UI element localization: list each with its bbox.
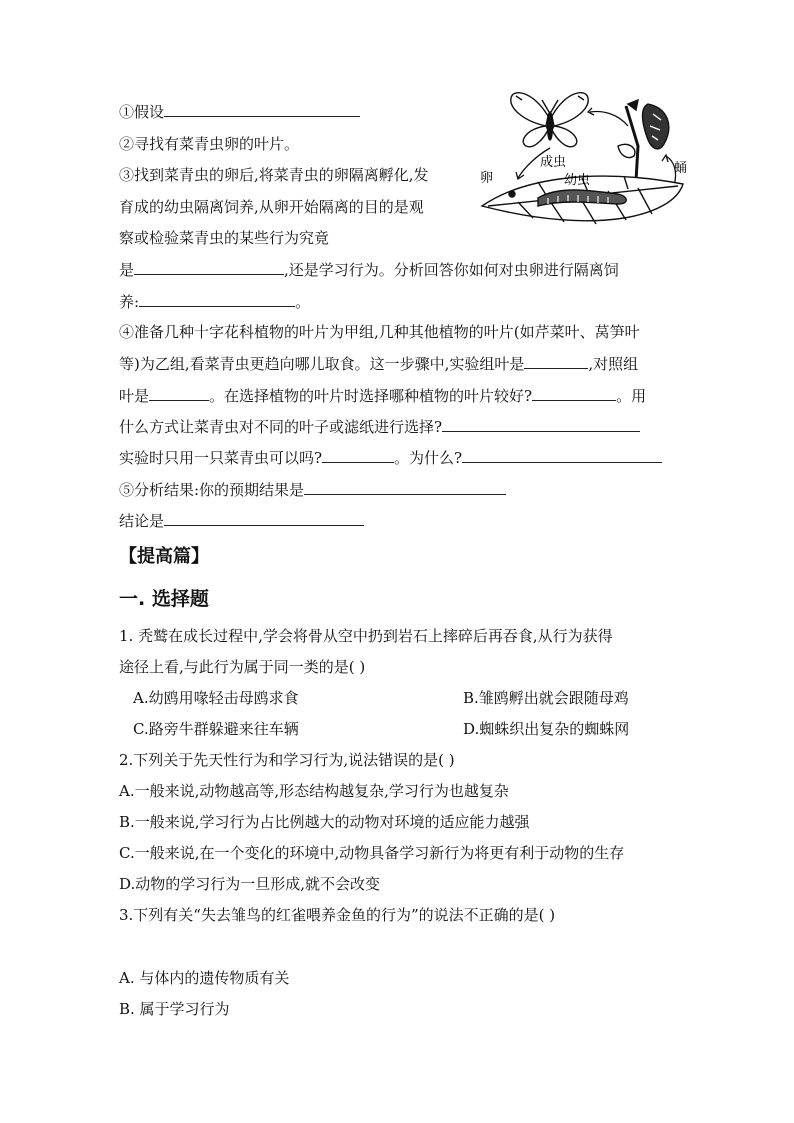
q2-option-b[interactable]: B.一般来说,学习行为占比例越大的动物对环境的适应能力越强 [119, 813, 530, 831]
conclusion-line [119, 510, 364, 531]
q1-line1: 1. 秃鹫在成长过程中,学会将骨从空中扔到岩石上摔碎后再吞食,从行为获得 [119, 627, 613, 645]
q2-stem: 2.下列关于先天性行为和学习行为,说法错误的是( ) [119, 751, 455, 769]
hypothesis-line [119, 101, 360, 122]
expected-result-blank[interactable] [304, 479, 506, 495]
step3-line4-a: 是 [119, 261, 135, 279]
step3-line3: 察或检验菜青虫的某些行为究竟 [119, 229, 330, 247]
step2-text: ②寻找有菜青虫卵的叶片。 [119, 135, 300, 153]
label-adult: 成虫 [540, 155, 567, 170]
step4-line2-b: ,对照组 [588, 355, 639, 373]
q1-option-b[interactable]: B.雏鸥孵出就会跟随母鸡 [463, 689, 629, 707]
life-cycle-illustration [478, 86, 690, 244]
hypothesis-label: ①假设 [119, 103, 165, 121]
butterfly-life-cycle-figure [478, 86, 690, 244]
selection-method-blank[interactable] [442, 416, 640, 432]
experimental-leaf-blank[interactable] [524, 353, 588, 369]
q2-option-d[interactable]: D.动物的学习行为一旦形成,就不会改变 [119, 875, 381, 893]
leaf-choice-blank[interactable] [532, 385, 616, 401]
step4-line2-a: 等)为乙组,看菜青虫更趋向哪儿取食。这一步骤中,实验组叶是 [119, 355, 525, 373]
step4-line2 [119, 353, 638, 374]
step4-line5-b: 。为什么? [394, 449, 463, 467]
butterfly-icon [511, 93, 588, 147]
step4-line5-a: 实验时只用一只菜青虫可以吗? [119, 449, 323, 467]
label-pupa: 蛹 [674, 161, 688, 176]
step5-label: ⑤分析结果:你的预期结果是 [119, 481, 305, 499]
step4-line1: ④准备几种十字花科植物的叶片为甲组,几种其他植物的叶片(如芹菜叶、莴笋叶 [119, 323, 640, 341]
isolation-method-blank[interactable] [139, 291, 295, 307]
step4-line5 [119, 447, 662, 468]
step3-line4-b: ,还是学习行为。分析回答你如何对虫卵进行隔离饲 [284, 261, 619, 279]
label-egg: 卵 [480, 171, 494, 186]
conclusion-blank[interactable] [164, 510, 364, 526]
step4-line3-a: 叶是 [119, 387, 150, 405]
step3-line2: 育成的幼虫隔离饲养,从卵开始隔离的目的是观 [119, 198, 424, 216]
label-larva: 幼虫 [564, 173, 591, 188]
step3-line5 [119, 291, 310, 312]
q2-option-c[interactable]: C.一般来说,在一个变化的环境中,动物具备学习新行为将更有利于动物的生存 [119, 844, 625, 862]
step3-line4 [119, 259, 619, 280]
q1-option-c[interactable]: C.路旁牛群躲避来往车辆 [133, 720, 299, 738]
step5-line [119, 479, 506, 500]
q2-option-a[interactable]: A.一般来说,动物越高等,形态结构越复杂,学习行为也越复杂 [119, 782, 509, 800]
pupa-icon [618, 100, 669, 181]
q3-option-a[interactable]: A. 与体内的遗传物质有关 [119, 969, 290, 987]
q1-option-d[interactable]: D.蜘蛛织出复杂的蜘蛛网 [463, 720, 630, 738]
step4-line3-b: 。在选择植物的叶片时选择哪种植物的叶片较好? [209, 387, 533, 405]
step3-line5-b: 。 [295, 293, 311, 311]
step3-line1: ③找到菜青虫的卵后,将菜青虫的卵隔离孵化,发 [119, 166, 429, 184]
one-larva-blank[interactable] [322, 447, 394, 463]
q1-option-a[interactable]: A.幼鸥用喙轻击母鸥求食 [133, 689, 299, 707]
control-leaf-blank[interactable] [149, 385, 209, 401]
advanced-heading: 【提高篇】 [119, 546, 209, 567]
step3-line5-a: 养: [119, 293, 140, 311]
step4-line4 [119, 416, 640, 437]
q3-option-b[interactable]: B. 属于学习行为 [119, 1000, 230, 1018]
step4-line3 [119, 385, 646, 406]
conclusion-label: 结论是 [119, 512, 165, 530]
why-blank[interactable] [462, 447, 662, 463]
q3-stem: 3.下列有关“失去雏鸟的红雀喂养金鱼的行为”的说法不正确的是( ) [119, 906, 556, 924]
q1-line2: 途径上看,与此行为属于同一类的是( ) [119, 658, 366, 676]
step4-line3-c: 。用 [616, 387, 647, 405]
section-title: 一. 选择题 [119, 588, 209, 610]
step4-line4-text: 什么方式让菜青虫对不同的叶子或滤纸进行选择? [119, 418, 443, 436]
innate-behavior-blank[interactable] [134, 259, 284, 275]
hypothesis-blank[interactable] [164, 101, 360, 117]
